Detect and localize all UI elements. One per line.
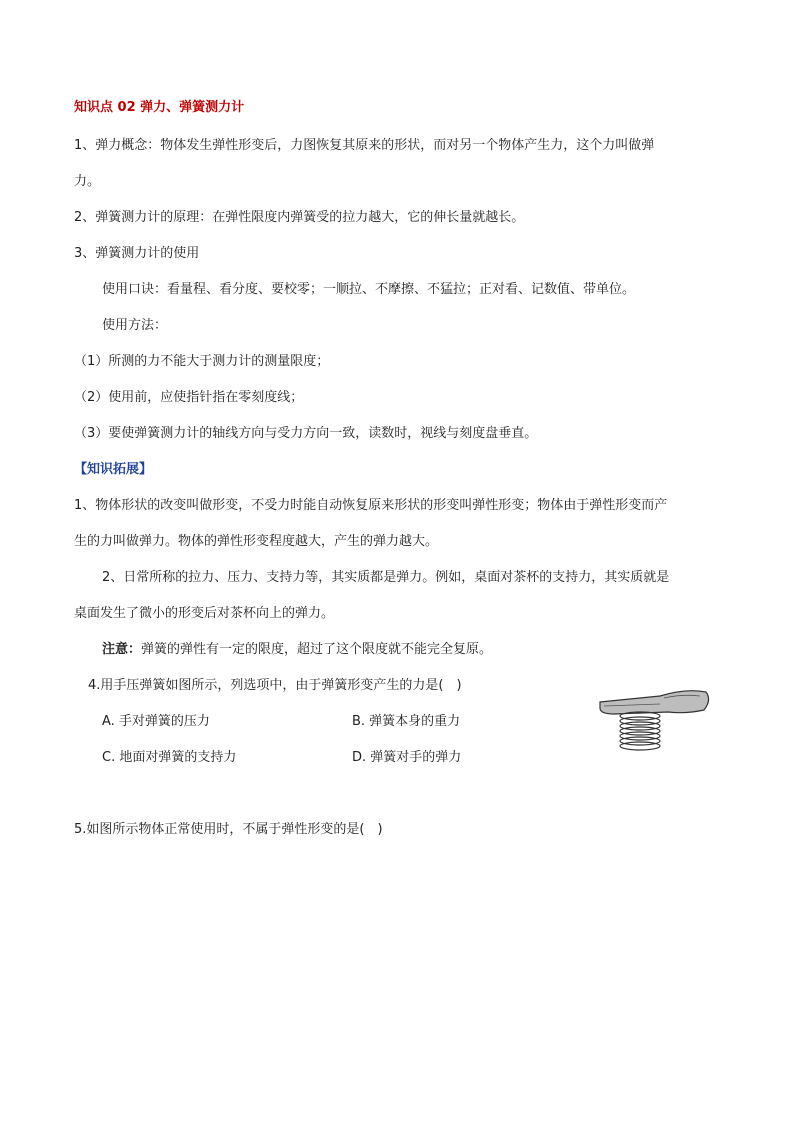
paragraph-elastic-force-line2: 力。 (74, 174, 101, 189)
method-item-1: （1）所测的力不能大于测力计的测量限度； (74, 354, 330, 369)
usage-slogan: 使用口诀：看量程、看分度、要校零；一顺拉、不摩擦、不猛拉；正对看、记数值、带单位。 (102, 282, 636, 297)
extension-item-2-line1: 2、日常所称的拉力、压力、支持力等，其实质都是弹力。例如，桌面对茶杯的支持力，其实质就是 (102, 570, 670, 585)
paragraph-elastic-force-line1: 1、弹力概念：物体发生弹性形变后，力图恢复其原来的形状，而对另一个物体产生力，这个力叫做弹 (74, 138, 655, 153)
question-4-option-a: A. 手对弹簧的压力 (102, 714, 210, 729)
paragraph-principle: 2、弹簧测力计的原理：在弹性限度内弹簧受的拉力越大，它的伸长量就越长。 (74, 210, 525, 225)
hand-pressing-spring-figure (590, 680, 714, 760)
question-4-option-d: D. 弹簧对手的弹力 (352, 750, 462, 765)
question-4-option-c: C. 地面对弹簧的支持力 (102, 750, 237, 765)
usage-method-label: 使用方法： (102, 318, 168, 333)
section-title: 知识点 02 弹力、弹簧测力计 (74, 100, 245, 115)
question-5-stem: 5.如图所示物体正常使用时，不属于弹性形变的是( ) (74, 822, 383, 837)
paragraph-usage-heading: 3、弹簧测力计的使用 (74, 246, 200, 261)
extension-item-2-line2: 桌面发生了微小的形变后对茶杯向上的弹力。 (74, 606, 335, 621)
extension-item-1-line2: 生的力叫做弹力。物体的弹性形变程度越大，产生的弹力越大。 (74, 534, 439, 549)
extension-title: 【知识拓展】 (74, 462, 153, 477)
note-label: 注意： (102, 642, 142, 657)
method-item-3: （3）要使弹簧测力计的轴线方向与受力方向一致，读数时，视线与刻度盘垂直。 (74, 426, 538, 441)
question-4-option-b: B. 弹簧本身的重力 (352, 714, 461, 729)
note (102, 641, 492, 659)
method-item-2: （2）使用前，应使指针指在零刻度线； (74, 390, 304, 405)
question-4-stem: 4.用手压弹簧如图所示，列选项中，由于弹簧形变产生的力是( ) (88, 678, 462, 693)
note-text: 弹簧的弹性有一定的限度，超过了这个限度就不能完全复原。 (141, 642, 493, 657)
extension-item-1-line1: 1、物体形状的改变叫做形变，不受力时能自动恢复原来形状的形变叫弹性形变；物体由于弹性形变而产 (74, 498, 668, 513)
